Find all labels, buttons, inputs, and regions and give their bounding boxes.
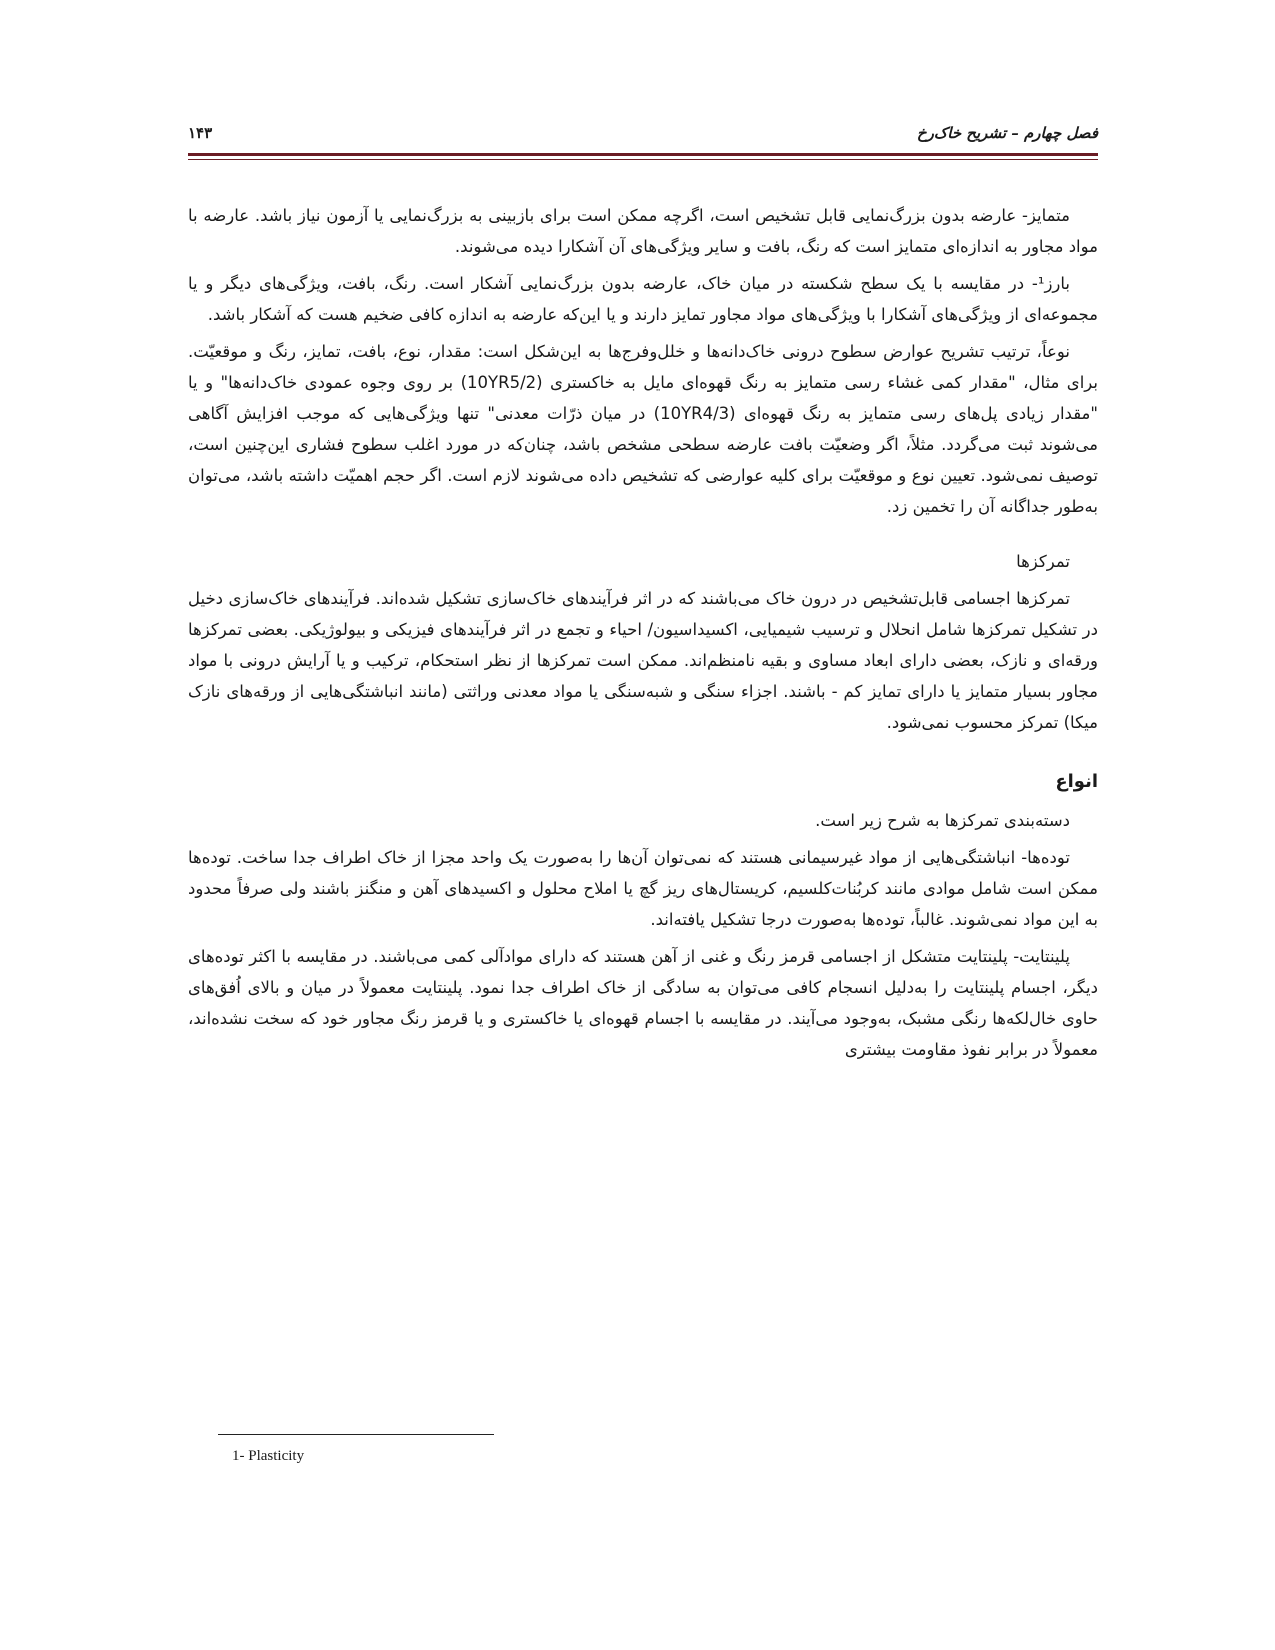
paragraph-types-intro: دسته‌بندی تمرکزها به شرح زیر است. bbox=[815, 811, 1070, 830]
section-title-concentrations: تمرکزها bbox=[1016, 552, 1070, 571]
section-heading-types: انواع bbox=[1055, 771, 1098, 792]
paragraph-masses: توده‌ها- انباشتگی‌هایی از مواد غیرسیمانی هستند که نمی‌توان آن‌ها را به‌صورت یک واحد مجزا از خاک اطراف جدا ساخت. توده‌ها ممکن است شامل موادی مانند کربُنات‌کلسیم، کریستال‌های ریز گچ یا املاح محلول و اکسیدهای آهن و منگنز باشند ولی صرفاً محدود به این مواد نمی‌شوند. غالباً، توده‌ها به‌صورت درجا تشکیل یافته‌اند. bbox=[188, 848, 1098, 929]
header-rule-thin bbox=[188, 159, 1098, 160]
paragraph-description-order: نوعاً، ترتیب تشریح عوارض سطوح درونی خاک‌دانه‌ها و خلل‌وفرج‌ها به این‌شکل است: مقدار، نوع، بافت، تمایز، رنگ و موقعیّت. برای مثال، "مقدار کمی غشاء رسی متمایز به رنگ قهوه‌ای مایل به خاکستری (10YR5/2) بر روی وجوه عمودی خاک‌دانه‌ها" و یا "مقدار زیادی پل‌های رسی متمایز به رنگ قهوه‌ای (10YR4/3) در میان ذرّات معدنی" تنها ویژگی‌هایی که موجب افزایش آگاهی می‌شوند ثبت می‌گردد. مثلاً، اگر وضعیّت بافت عارضه سطحی مشخص باشد، چنان‌که در مورد اغلب سطوح فشاری این‌چنین است، توصیف نمی‌شود. تعیین نوع و موقعیّت برای کلیه عوارضی که تشخیص داده می‌شوند لازم است. اگر حجم اهمیّت داشته باشد، می‌توان به‌طور جداگانه آن را تخمین زد. bbox=[188, 342, 1098, 516]
chapter-title: فصل چهارم – تشریح خاک‌رخ bbox=[916, 124, 1098, 142]
page-number: ۱۴۳ bbox=[188, 124, 213, 142]
paragraph-prominent: بارز¹- در مقایسه با یک سطح شکسته در میان خاک، عارضه بدون بزرگ‌نمایی آشکار است. رنگ، بافت، ویژگی‌های دیگر و یا مجموعه‌ای از ویژگی‌های آشکارا با ویژگی‌های مواد مجاور تمایز دارند و یا این‌که عارضه به اندازه کافی ضخیم هست که آشکار باشد. bbox=[188, 274, 1098, 324]
paragraph-concentrations: تمرکزها اجسامی قابل‌تشخیص در درون خاک می‌باشند که در اثر فرآیندهای خاک‌سازی تشکیل شده‌اند. فرآیندهای خاک‌سازی دخیل در تشکیل تمرکزها شامل انحلال و ترسیب شیمیایی، اکسیداسیون/ احیاء و تجمع در اثر فرآیندهای فیزیکی و بیولوژیکی. بعضی تمرکزها ورقه‌ای و نازک، بعضی دارای ابعاد مساوی و بقیه نامنظم‌اند. ممکن است تمرکزها از نظر استحکام، ترکیب و یا آرایش درونی با مواد مجاور بسیار متمایز یا دارای تمایز کم - باشند. اجزاء سنگی و شبه‌سنگی یا مواد معدنی وراثتی (مانند انباشتگی‌هایی از ورقه‌های نازک میکا) تمرکز محسوب نمی‌شود. bbox=[188, 589, 1098, 732]
page-header bbox=[188, 120, 1098, 152]
footnote-rule bbox=[218, 1434, 494, 1435]
paragraph-distinct: متمایز- عارضه بدون بزرگ‌نمایی قابل تشخیص است، اگرچه ممکن است برای بازبینی به بزرگ‌نمایی یا آزمون نیاز باشد. عارضه با مواد مجاور به اندازه‌ای متمایز است که رنگ، بافت و سایر ویژگی‌های آن آشکارا دیده می‌شوند. bbox=[188, 206, 1098, 256]
paragraph-plinthite: پلینتایت- پلینتایت متشکل از اجسامی قرمز رنگ و غنی از آهن هستند که دارای موادآلی کمی می‌باشند. در مقایسه با اکثر توده‌های دیگر، اجسام پلینتایت را به‌دلیل انسجام کافی می‌توان به سادگی از خاک اطراف جدا نمود. پلینتایت معمولاً در میان و بالای اُفق‌های حاوی خال‌لکه‌ها رنگی مشبک، به‌وجود می‌آیند. در مقایسه با اجسام قهوه‌ای یا خاکستری و یا قرمز رنگ مجاور خود که سخت نشده‌اند، معمولاً در برابر نفوذ مقاومت بیشتری bbox=[188, 947, 1098, 1059]
body-text bbox=[188, 200, 1098, 1071]
header-rule bbox=[188, 153, 1098, 156]
footnote: 1- Plasticity bbox=[232, 1448, 305, 1464]
